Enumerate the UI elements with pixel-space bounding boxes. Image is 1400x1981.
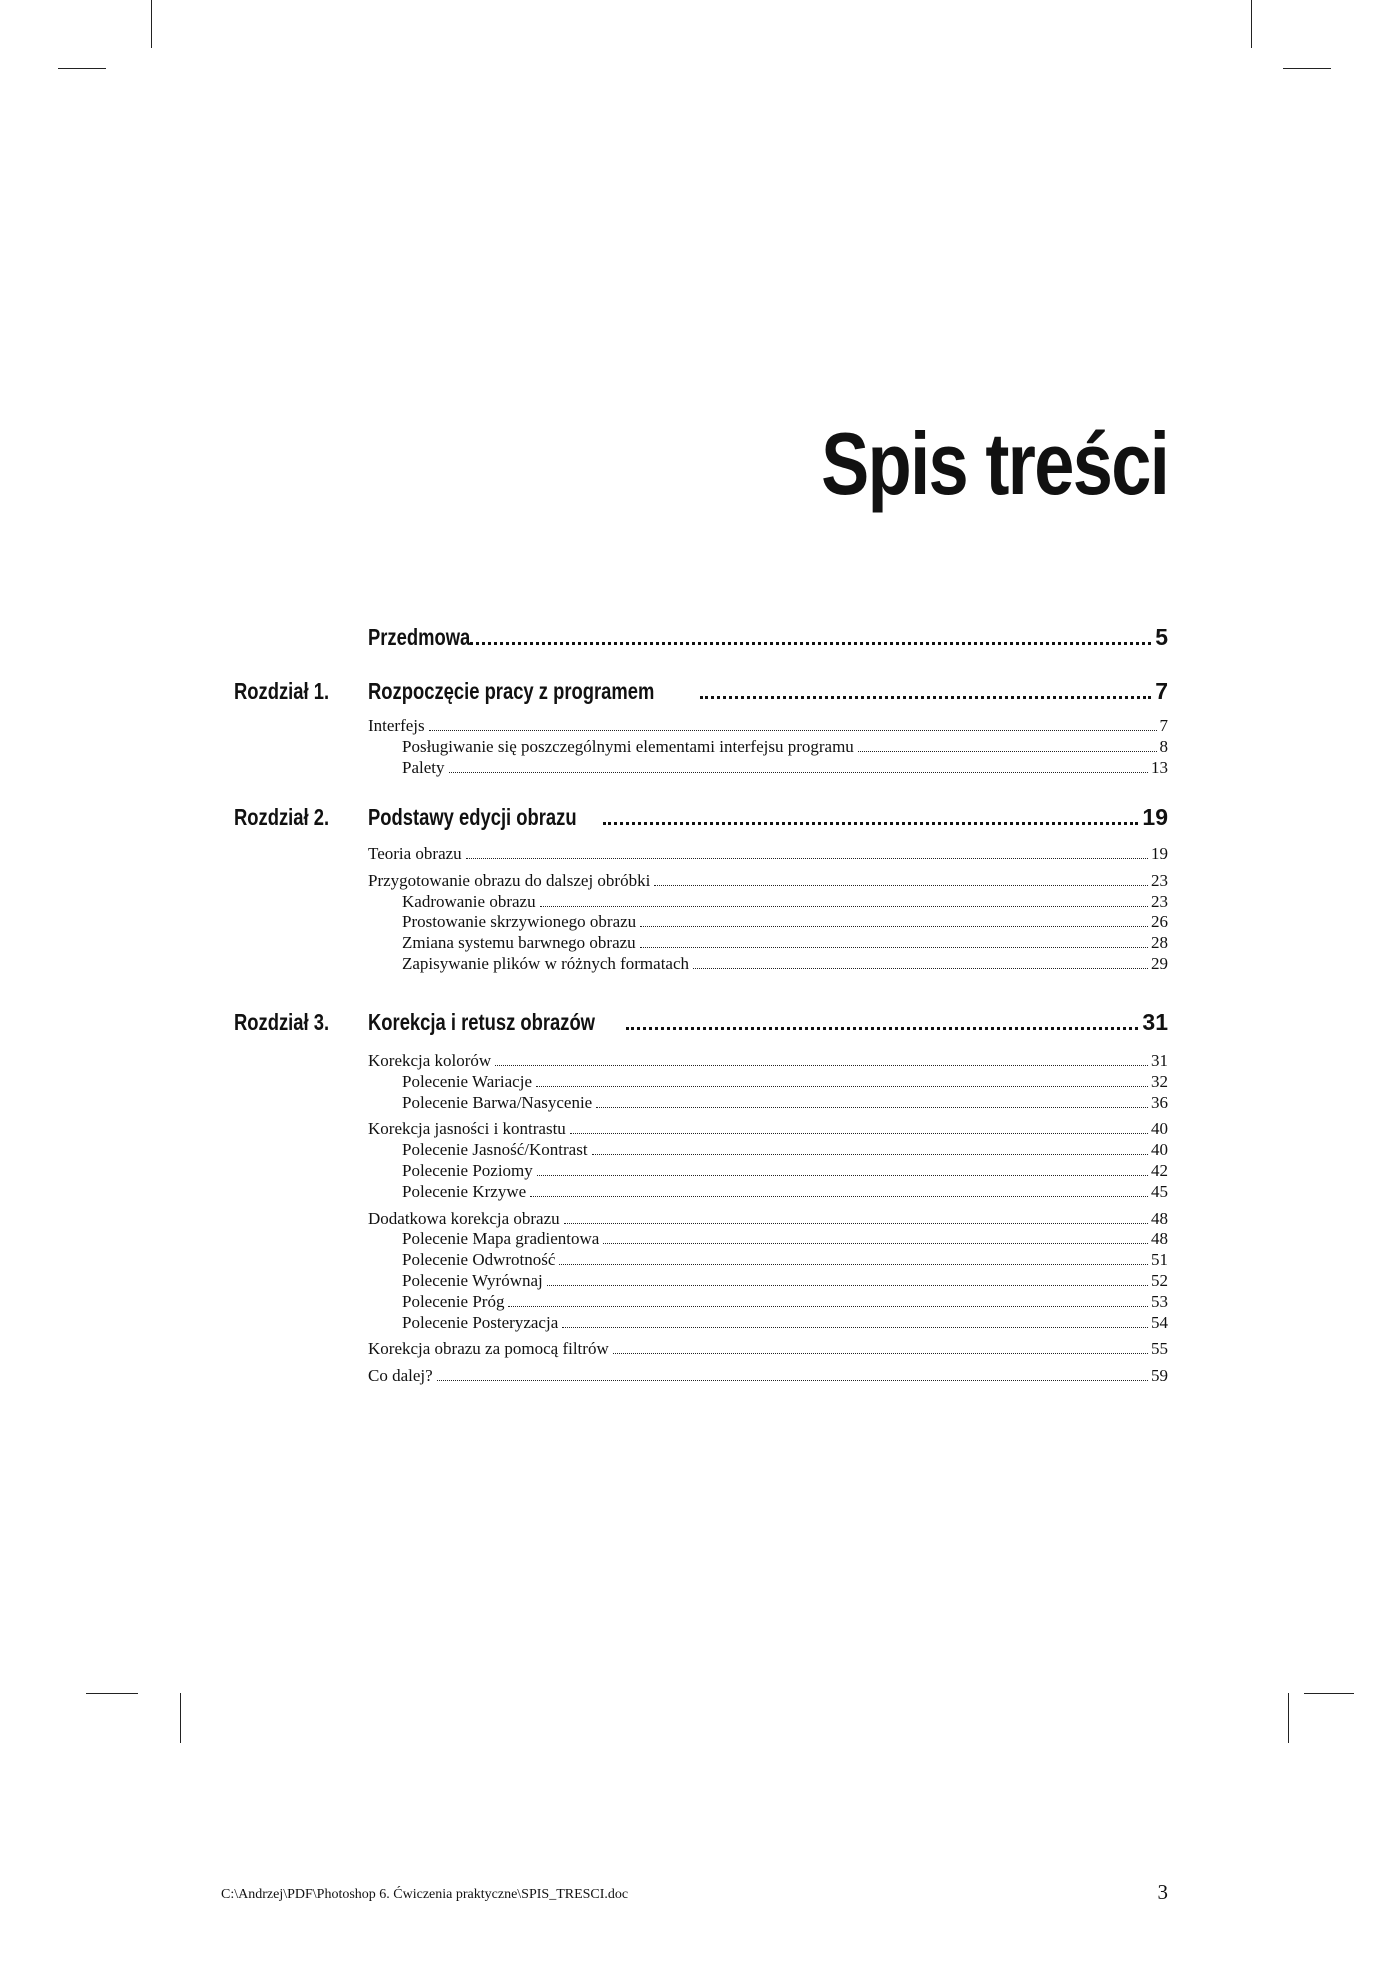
dot-leader [449, 772, 1149, 773]
crop-mark [180, 1693, 181, 1743]
chapter-title: Korekcja i retusz obrazów [368, 1009, 595, 1035]
dot-leader [495, 1065, 1148, 1066]
dot-leader [466, 858, 1148, 859]
toc-entry-title: Kadrowanie obrazu [402, 892, 536, 911]
toc-entry-title: Zapisywanie plików w różnych formatach [402, 954, 690, 973]
dot-leader [559, 1264, 1148, 1265]
toc-entry[interactable] [402, 757, 1168, 779]
toc-entry-page-number: 54 [1151, 1313, 1168, 1332]
crop-mark [1251, 0, 1252, 48]
toc-entry-page-number: 23 [1151, 892, 1168, 911]
toc-entry-title: Przygotowanie obrazu do dalszej obróbki [368, 871, 651, 890]
chapter-title: Przedmowa [368, 624, 471, 650]
toc-entry[interactable] [402, 1181, 1168, 1203]
toc-entry-title: Polecenie Odwrotność [402, 1250, 556, 1269]
dot-leader [596, 1107, 1148, 1108]
toc-entry-title: Posługiwanie się poszczególnymi elementami interfejsu programu [402, 737, 854, 756]
toc-entry-page-number: 45 [1151, 1182, 1168, 1201]
toc-entry[interactable] [402, 1160, 1168, 1182]
toc-entry-page-number: 52 [1151, 1271, 1168, 1290]
toc-entry-page-number: 28 [1151, 933, 1168, 952]
toc-entry-title: Polecenie Posteryzacja [402, 1313, 559, 1332]
chapter-page-number: 5 [1155, 624, 1168, 650]
toc-entry-title: Polecenie Mapa gradientowa [402, 1229, 600, 1248]
toc-entry[interactable] [368, 715, 1168, 737]
toc-entry[interactable] [402, 1139, 1168, 1161]
toc-entry-title: Korekcja obrazu za pomocą filtrów [368, 1339, 609, 1358]
toc-entry-title: Co dalej? [368, 1366, 433, 1385]
dot-leader [437, 1380, 1148, 1381]
toc-entry[interactable] [402, 1312, 1168, 1334]
crop-mark [58, 68, 106, 69]
toc-entry-page-number: 32 [1151, 1072, 1168, 1091]
crop-mark [1283, 68, 1331, 69]
toc-entry-page-number: 53 [1151, 1292, 1168, 1311]
toc-entry-page-number: 51 [1151, 1250, 1168, 1269]
crop-mark [1288, 1693, 1289, 1743]
toc-entry[interactable] [402, 1092, 1168, 1114]
crop-mark [86, 1693, 138, 1694]
toc-entry-title: Dodatkowa korekcja obrazu [368, 1209, 560, 1228]
toc-entry[interactable] [402, 736, 1168, 758]
toc-entry-title: Zmiana systemu barwnego obrazu [402, 933, 636, 952]
dot-leader [592, 1154, 1148, 1155]
toc-entry-page-number: 55 [1151, 1339, 1168, 1358]
dot-leader [429, 730, 1157, 731]
toc-entry-page-number: 23 [1151, 871, 1168, 890]
dot-leader [537, 1175, 1148, 1176]
toc-entry[interactable] [368, 1050, 1168, 1072]
toc-entry-title: Polecenie Jasność/Kontrast [402, 1140, 588, 1159]
chapter-label: Rozdział 3. [234, 1009, 330, 1035]
dot-leader [654, 885, 1148, 886]
toc-entry-page-number: 8 [1159, 737, 1168, 756]
dot-leader [564, 1223, 1148, 1224]
toc-entry-page-number: 40 [1151, 1140, 1168, 1159]
toc-entry-page-number: 48 [1151, 1229, 1168, 1248]
toc-entry-title: Polecenie Wyrównaj [402, 1271, 543, 1290]
toc-entry-page-number: 7 [1159, 716, 1168, 735]
dot-leader [547, 1285, 1148, 1286]
toc-entry-title: Interfejs [368, 716, 425, 735]
toc-entry-title: Polecenie Wariacje [402, 1072, 532, 1091]
toc-entry[interactable] [402, 891, 1168, 913]
toc-entry[interactable] [402, 1071, 1168, 1093]
dot-leader [530, 1196, 1148, 1197]
toc-entry[interactable] [368, 1118, 1168, 1140]
toc-entry-page-number: 31 [1151, 1051, 1168, 1070]
toc-entry-page-number: 48 [1151, 1209, 1168, 1228]
crop-mark [151, 0, 152, 48]
toc-entry[interactable] [368, 1208, 1168, 1230]
dot-leader [470, 642, 1151, 645]
toc-entry[interactable] [402, 1291, 1168, 1313]
toc-entry[interactable] [402, 932, 1168, 954]
toc-entry-title: Korekcja jasności i kontrastu [368, 1119, 566, 1138]
toc-entry-page-number: 19 [1151, 844, 1168, 863]
chapter-title: Rozpoczęcie pracy z programem [368, 678, 655, 704]
toc-entry-page-number: 26 [1151, 912, 1168, 931]
toc-entry[interactable] [402, 1270, 1168, 1292]
dot-leader [613, 1353, 1148, 1354]
toc-entry-title: Polecenie Krzywe [402, 1182, 527, 1201]
dot-leader [700, 696, 1151, 699]
chapter-title: Podstawy edycji obrazu [368, 804, 577, 830]
footer-file-path: C:\Andrzej\PDF\Photoshop 6. Ćwiczenia praktyczne\SPIS_TRESCI.doc [221, 1887, 629, 1902]
dot-leader [858, 751, 1157, 752]
toc-entry-page-number: 13 [1151, 758, 1168, 777]
dot-leader [508, 1306, 1148, 1307]
toc-entry-page-number: 42 [1151, 1161, 1168, 1180]
dot-leader [640, 926, 1148, 927]
toc-entry[interactable] [402, 1228, 1168, 1250]
chapter-page-number: 19 [1142, 804, 1168, 830]
crop-mark [1304, 1693, 1354, 1694]
toc-entry[interactable] [368, 870, 1168, 892]
page-title: Spis treści [821, 414, 1168, 513]
chapter-title-row[interactable] [368, 676, 1168, 706]
toc-entry[interactable] [368, 843, 1168, 865]
toc-entry-page-number: 59 [1151, 1366, 1168, 1385]
dot-leader [603, 822, 1139, 825]
dot-leader [562, 1327, 1148, 1328]
dot-leader [540, 906, 1148, 907]
dot-leader [626, 1027, 1139, 1030]
toc-entry[interactable] [368, 1365, 1168, 1387]
toc-entry-title: Prostowanie skrzywionego obrazu [402, 912, 637, 931]
toc-entry-title: Korekcja kolorów [368, 1051, 492, 1070]
dot-leader [693, 968, 1148, 969]
chapter-label: Rozdział 1. [234, 678, 330, 704]
dot-leader [536, 1086, 1148, 1087]
toc-entry[interactable] [402, 953, 1168, 975]
chapter-title-row[interactable] [368, 622, 1168, 652]
chapter-label: Rozdział 2. [234, 804, 330, 830]
toc-entry-page-number: 36 [1151, 1093, 1168, 1112]
dot-leader [640, 947, 1148, 948]
toc-entry[interactable] [402, 1249, 1168, 1271]
toc-entry[interactable] [368, 1338, 1168, 1360]
toc-entry-title: Palety [402, 758, 445, 777]
toc-entry-title: Polecenie Poziomy [402, 1161, 533, 1180]
toc-entry-page-number: 29 [1151, 954, 1168, 973]
toc-entry-title: Polecenie Próg [402, 1292, 505, 1311]
toc-entry[interactable] [402, 911, 1168, 933]
chapter-page-number: 7 [1155, 678, 1168, 704]
dot-leader [603, 1243, 1148, 1244]
toc-entry-title: Polecenie Barwa/Nasycenie [402, 1093, 593, 1112]
toc-entry-page-number: 40 [1151, 1119, 1168, 1138]
toc-entry-title: Teoria obrazu [368, 844, 462, 863]
footer-page-number: 3 [1157, 1880, 1168, 1904]
chapter-title-row[interactable] [368, 802, 1168, 832]
dot-leader [570, 1133, 1148, 1134]
chapter-page-number: 31 [1142, 1009, 1168, 1035]
chapter-title-row[interactable] [368, 1007, 1168, 1037]
